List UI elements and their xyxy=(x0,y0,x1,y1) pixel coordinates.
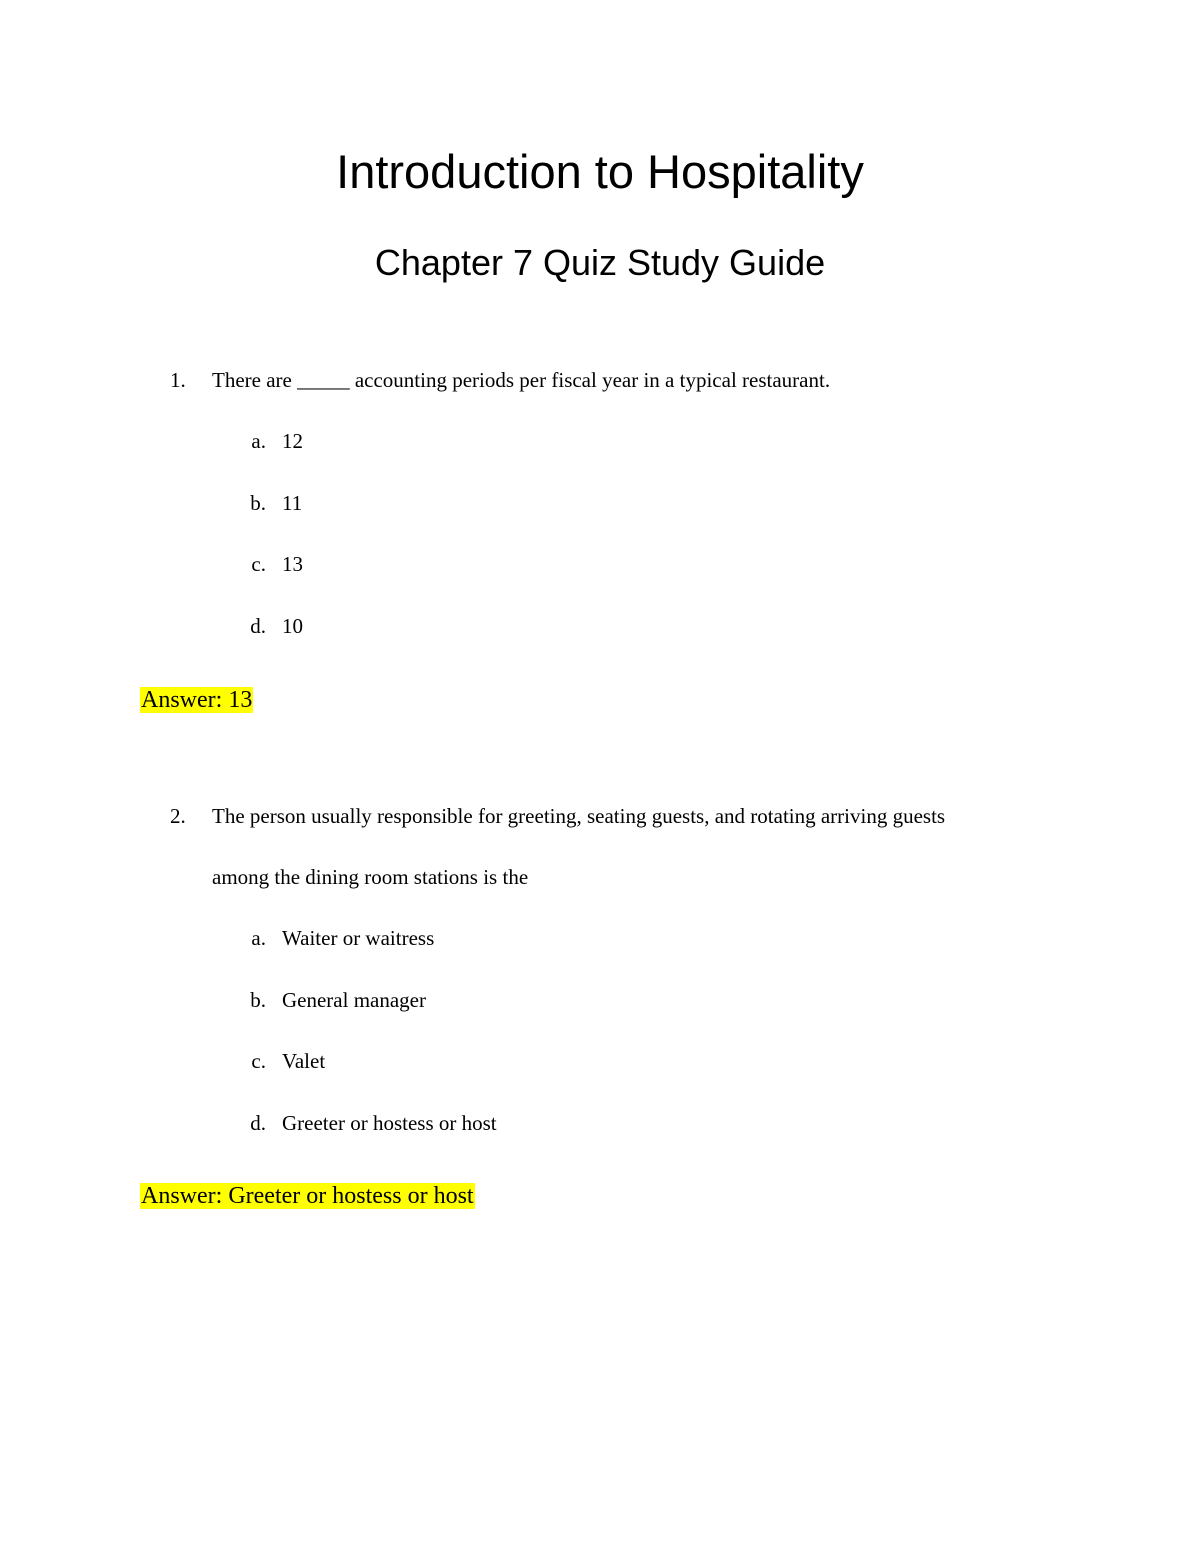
answer-line xyxy=(140,685,253,715)
answer-highlight: Answer: Greeter or hostess or host xyxy=(141,1183,474,1209)
option-text: Valet xyxy=(282,1049,326,1073)
option-label: b. xyxy=(250,988,266,1012)
question-number: 2. xyxy=(170,804,186,828)
option-label: c. xyxy=(251,1049,266,1073)
option-text: General manager xyxy=(282,988,426,1012)
option-text: Greeter or hostess or host xyxy=(282,1111,497,1135)
option-label: b. xyxy=(250,491,266,515)
option-text: 13 xyxy=(282,552,303,576)
option-label: d. xyxy=(250,614,266,638)
option-text: Waiter or waitress xyxy=(282,926,435,950)
question-text: There are _____ accounting periods per fiscal year in a typical restaurant. xyxy=(212,368,831,392)
option-label: a. xyxy=(251,926,266,950)
option-label: c. xyxy=(251,552,266,576)
option-text: 12 xyxy=(282,429,303,453)
document-title: Introduction to Hospitality xyxy=(336,145,864,198)
option-label: a. xyxy=(251,429,266,453)
question-text: The person usually responsible for greeting, seating guests, and rotating arriving guests xyxy=(212,804,946,828)
answer-highlight: Answer: 13 xyxy=(141,687,253,713)
answer-line xyxy=(140,1181,475,1211)
question-number: 1. xyxy=(170,368,186,392)
option-text: 10 xyxy=(282,614,303,638)
option-text: 11 xyxy=(282,491,303,515)
option-label: d. xyxy=(250,1111,266,1135)
document-subtitle: Chapter 7 Quiz Study Guide xyxy=(374,242,826,283)
question-text-continued: among the dining room stations is the xyxy=(212,865,529,889)
